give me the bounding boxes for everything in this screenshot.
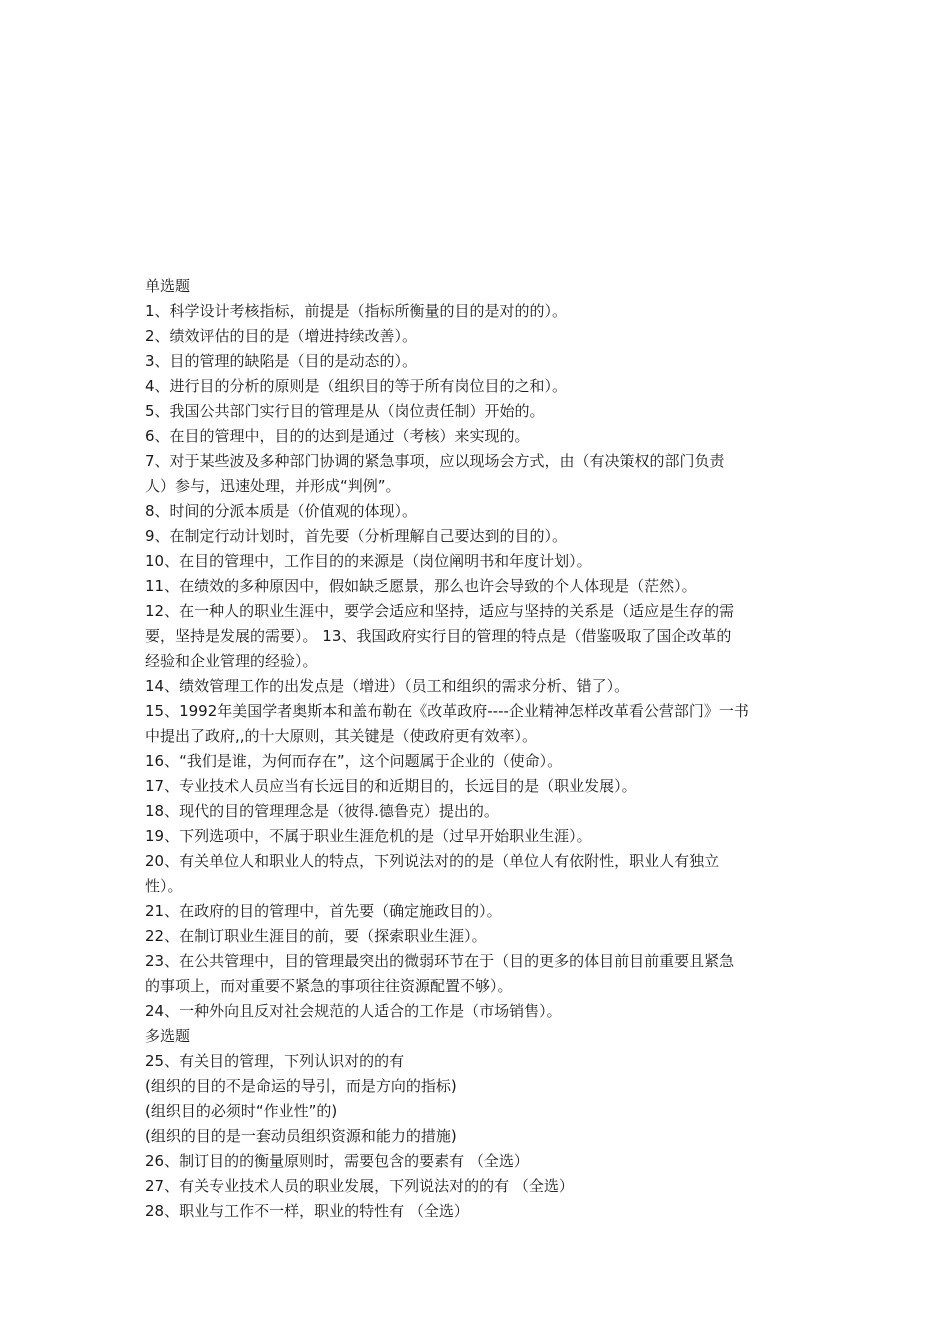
question-line: 12、在一种人的职业生涯中，要学会适应和坚持，适应与坚持的关系是（适应是生存的需 <box>145 602 735 620</box>
question-line: 的事项上，而对重要不紧急的事项往往资源配置不够）。 <box>145 977 513 995</box>
question-line: 11、在绩效的多种原因中，假如缺乏愿景，那么也许会导致的个人体现是（茫然）。 <box>145 577 697 595</box>
question-line: 15、1992年美国学者奥斯本和盖布勒在《改革政府----企业精神怎样改革看公营部门》一书 <box>145 702 749 720</box>
question-line: 26、制订目的的衡量原则时，需要包含的要素有 （全选） <box>145 1152 529 1170</box>
question-line: 人）参与，迅速处理，并形成“判例”。 <box>145 477 401 495</box>
question-line: 8、时间的分派本质是（价值观的体现）。 <box>145 502 418 520</box>
question-line: 23、在公共管理中，目的管理最突出的微弱环节在于（目的更多的体目前目前重要且紧急 <box>145 952 735 970</box>
question-line: 25、有关目的管理，下列认识对的的有 <box>145 1052 405 1070</box>
question-line: 16、“我们是谁，为何而存在”，这个问题属于企业的（使命）。 <box>145 752 563 770</box>
section-heading-multiple-choice: 多选题 <box>145 1027 191 1045</box>
question-line: 要，坚持是发展的需要）。 13、我国政府实行目的管理的特点是（借鉴吸取了国企改革的 <box>145 627 732 645</box>
question-line: 17、专业技术人员应当有长远目的和近期目的，长远目的是（职业发展）。 <box>145 777 637 795</box>
answer-option-line: (组织的目的是一套动员组织资源和能力的措施) <box>145 1127 457 1145</box>
question-line: 19、下列选项中，不属于职业生涯危机的是（过早开始职业生涯）。 <box>145 827 592 845</box>
question-line: 5、我国公共部门实行目的管理是从（岗位责任制）开始的。 <box>145 402 545 420</box>
question-line: 27、有关专业技术人员的职业发展，下列说法对的的有 （全选） <box>145 1177 574 1195</box>
question-line: 18、现代的目的管理理念是（彼得.德鲁克）提出的。 <box>145 802 499 820</box>
question-line: 1、科学设计考核指标，前提是（指标所衡量的目的是对的的）。 <box>145 302 568 320</box>
question-line: 10、在目的管理中，工作目的的来源是（岗位阐明书和年度计划）。 <box>145 552 592 570</box>
answer-option-line: (组织目的必须时“作业性”的) <box>145 1102 338 1120</box>
question-line: 28、职业与工作不一样，职业的特性有 （全选） <box>145 1202 469 1220</box>
question-line: 20、有关单位人和职业人的特点，下列说法对的的是（单位人有依附性，职业人有独立 <box>145 852 720 870</box>
question-line: 14、绩效管理工作的出发点是（增进）（员工和组织的需求分析、错了）。 <box>145 677 630 695</box>
question-line: 3、目的管理的缺陷是（目的是动态的）。 <box>145 352 418 370</box>
question-line: 经验和企业管理的经验）。 <box>145 652 318 670</box>
answer-option-line: (组织的目的不是命运的导引，而是方向的指标) <box>145 1077 457 1095</box>
question-line: 性）。 <box>145 877 183 895</box>
question-line: 4、进行目的分析的原则是（组织目的等于所有岗位目的之和）。 <box>145 377 568 395</box>
question-line: 6、在目的管理中，目的的达到是通过（考核）来实现的。 <box>145 427 530 445</box>
question-line: 9、在制定行动计划时，首先要（分析理解自己要达到的目的）。 <box>145 527 568 545</box>
question-line: 2、绩效评估的目的是（增进持续改善）。 <box>145 327 418 345</box>
section-heading-single-choice: 单选题 <box>145 277 191 295</box>
question-line: 22、在制订职业生涯目的前，要（探索职业生涯）。 <box>145 927 487 945</box>
question-line: 中提出了政府,,的十大原则，其关键是（使政府更有效率）。 <box>145 727 538 745</box>
document-body <box>145 274 810 1224</box>
question-line: 7、对于某些波及多种部门协调的紧急事项，应以现场会方式，由（有决策权的部门负责 <box>145 452 725 470</box>
question-line: 24、一种外向且反对社会规范的人适合的工作是（市场销售）。 <box>145 1002 562 1020</box>
question-line: 21、在政府的目的管理中，首先要（确定施政目的）。 <box>145 902 502 920</box>
